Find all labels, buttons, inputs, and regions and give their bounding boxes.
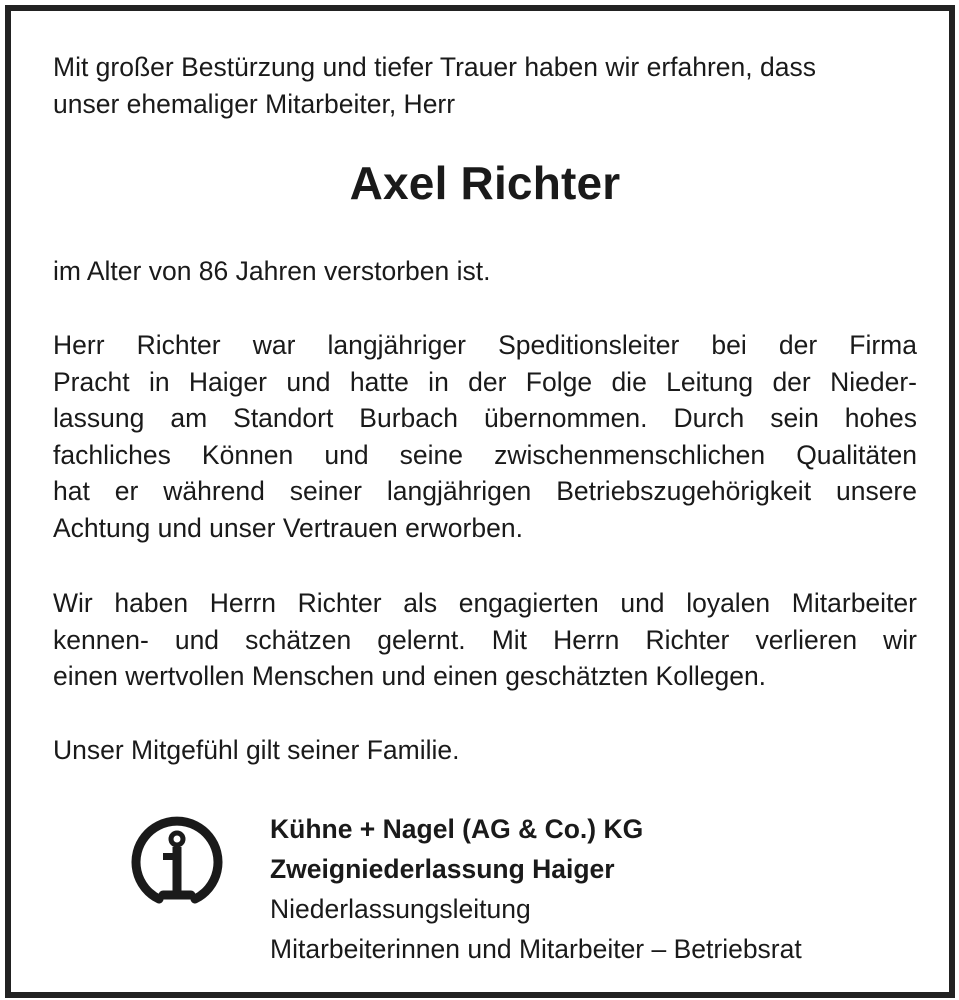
age-line: im Alter von 86 Jahren verstorben ist.: [53, 256, 491, 286]
regard-line-2: kennen- und schätzen gelernt. Mit Herrn Richter verlieren wir: [53, 624, 917, 655]
bio-line-2: Pracht in Haiger und hatte in der Folge die Leitung der Nieder-: [53, 366, 917, 397]
anchor-in-circle-icon: [129, 813, 225, 909]
notice-frame: [5, 5, 955, 998]
intro-line-1: Mit großer Bestürzung und tiefer Trauer haben wir erfahren, dass: [53, 52, 816, 82]
management-line: Niederlassungsleitung: [270, 894, 531, 924]
bio-line-4: fachliches Können und seine zwischenmenschlichen Qualitäten: [53, 439, 917, 470]
bio-line-5: hat er während seiner langjährigen Betriebszugehörigkeit unsere: [53, 476, 917, 506]
company-name: Kühne + Nagel (AG & Co.) KG: [270, 814, 644, 844]
bio-line-6: Achtung und unser Vertrauen erworben.: [53, 512, 523, 543]
biography-paragraph: [53, 327, 917, 546]
sympathy-line: Unser Mitgefühl gilt seiner Familie.: [53, 735, 460, 765]
regard-paragraph: [53, 585, 917, 695]
signature-block: [270, 809, 910, 969]
intro-line-2: unser ehemaliger Mitarbeiter, Herr: [53, 88, 456, 119]
bio-line-1: Herr Richter war langjähriger Speditionsleiter bei der Firma: [53, 330, 917, 360]
regard-line-1: Wir haben Herrn Richter als engagierten und loyalen Mitarbeiter: [53, 588, 917, 618]
intro-paragraph: [53, 49, 917, 122]
deceased-name: Axel Richter: [349, 157, 621, 209]
branch-name: Zweigniederlassung Haiger: [270, 854, 615, 884]
staff-line: Mitarbeiterinnen und Mitarbeiter – Betriebsrat: [270, 934, 802, 964]
bio-line-3: lassung am Standort Burbach übernommen. Durch sein hohes: [53, 403, 917, 433]
regard-line-3: einen wertvollen Menschen und einen geschätzten Kollegen.: [53, 661, 767, 691]
